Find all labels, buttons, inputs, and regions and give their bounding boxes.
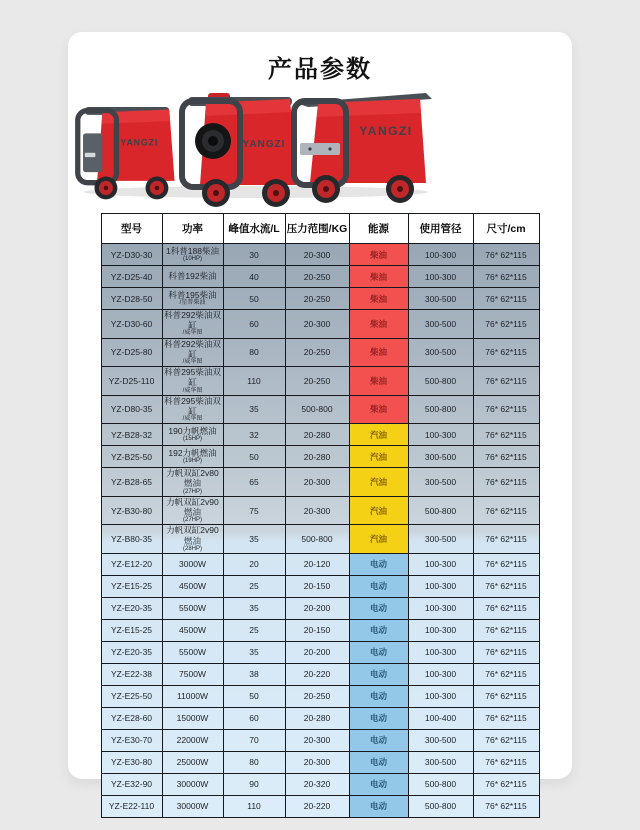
power-main: 25000W bbox=[176, 757, 209, 768]
cell-pressure: 20-300 bbox=[285, 496, 349, 525]
power-main: 科普195柴油 bbox=[168, 289, 217, 300]
cell-pressure: 20-220 bbox=[285, 663, 349, 685]
cell-power bbox=[162, 795, 223, 817]
cell-energy: 柴油 bbox=[349, 266, 408, 288]
column-header: 功率 bbox=[162, 214, 223, 244]
cell-size: 76* 62*115 bbox=[473, 707, 539, 729]
table-row bbox=[101, 395, 539, 424]
cell-flow: 30 bbox=[223, 244, 285, 266]
power-sub: (27HP) bbox=[182, 488, 202, 495]
cell-energy: 电动 bbox=[349, 795, 408, 817]
cell-power bbox=[162, 707, 223, 729]
power-main: 7500W bbox=[179, 669, 206, 680]
cell-energy: 柴油 bbox=[349, 288, 408, 310]
cell-pipe: 100-300 bbox=[408, 663, 473, 685]
cell-power bbox=[162, 773, 223, 795]
table-row bbox=[101, 663, 539, 685]
cell-pressure: 20-280 bbox=[285, 446, 349, 468]
column-header: 峰值水流/L bbox=[223, 214, 285, 244]
table-row bbox=[101, 795, 539, 817]
cell-energy: 电动 bbox=[349, 663, 408, 685]
cell-flow: 32 bbox=[223, 424, 285, 446]
cell-power bbox=[162, 619, 223, 641]
cell-size: 76* 62*115 bbox=[473, 597, 539, 619]
cell-flow: 35 bbox=[223, 395, 285, 424]
cell-energy: 汽油 bbox=[349, 468, 408, 497]
power-main: 科普292柴油双缸 bbox=[164, 338, 221, 359]
column-header: 使用管径 bbox=[408, 214, 473, 244]
cell-flow: 80 bbox=[223, 338, 285, 367]
cell-pipe: 100-300 bbox=[408, 597, 473, 619]
cell-model: YZ-E20-35 bbox=[101, 641, 162, 663]
power-main: 5500W bbox=[179, 603, 206, 614]
page-title: 产品参数 bbox=[268, 56, 372, 83]
cell-pipe: 300-500 bbox=[408, 446, 473, 468]
cell-model: YZ-D25-110 bbox=[101, 367, 162, 396]
cell-model: YZ-E30-80 bbox=[101, 751, 162, 773]
cell-flow: 60 bbox=[223, 310, 285, 339]
table-row bbox=[101, 496, 539, 525]
table-row bbox=[101, 641, 539, 663]
cell-pipe: 300-500 bbox=[408, 338, 473, 367]
power-main: 科普295柴油双缸 bbox=[164, 395, 221, 416]
cell-power bbox=[162, 525, 223, 554]
power-sub: (28HP) bbox=[182, 545, 202, 552]
cell-pressure: 20-250 bbox=[285, 685, 349, 707]
cell-pressure: 20-320 bbox=[285, 773, 349, 795]
cell-size: 76* 62*115 bbox=[473, 751, 539, 773]
cell-power bbox=[162, 288, 223, 310]
cell-size: 76* 62*115 bbox=[473, 641, 539, 663]
cell-energy: 柴油 bbox=[349, 395, 408, 424]
cell-size: 76* 62*115 bbox=[473, 288, 539, 310]
cell-flow: 90 bbox=[223, 773, 285, 795]
cell-energy: 汽油 bbox=[349, 446, 408, 468]
cell-flow: 25 bbox=[223, 619, 285, 641]
power-main: 22000W bbox=[176, 735, 209, 746]
cell-pressure: 500-800 bbox=[285, 395, 349, 424]
cell-flow: 65 bbox=[223, 468, 285, 497]
power-main: 科普192柴油 bbox=[168, 271, 217, 282]
cell-size: 76* 62*115 bbox=[473, 729, 539, 751]
cell-model: YZ-D30-60 bbox=[101, 310, 162, 339]
power-sub: (10HP) bbox=[182, 256, 202, 262]
cell-pressure: 20-250 bbox=[285, 288, 349, 310]
cell-power bbox=[162, 446, 223, 468]
power-sub: /威华图 bbox=[182, 416, 203, 423]
cell-size: 76* 62*115 bbox=[473, 575, 539, 597]
cell-flow: 35 bbox=[223, 597, 285, 619]
cell-pressure: 20-200 bbox=[285, 597, 349, 619]
cell-model: YZ-D80-35 bbox=[101, 395, 162, 424]
table-row bbox=[101, 597, 539, 619]
cell-power bbox=[162, 468, 223, 497]
cell-size: 76* 62*115 bbox=[473, 367, 539, 396]
table-row bbox=[101, 729, 539, 751]
cell-model: YZ-B25-50 bbox=[101, 446, 162, 468]
cell-flow: 35 bbox=[223, 641, 285, 663]
power-sub: (19HP) bbox=[182, 458, 202, 465]
power-main: 30000W bbox=[176, 779, 209, 790]
cell-energy: 电动 bbox=[349, 751, 408, 773]
table-row bbox=[101, 525, 539, 554]
cell-model: YZ-E15-25 bbox=[101, 619, 162, 641]
cell-energy: 电动 bbox=[349, 685, 408, 707]
table-row bbox=[101, 266, 539, 288]
cell-size: 76* 62*115 bbox=[473, 395, 539, 424]
cell-model: YZ-E15-25 bbox=[101, 575, 162, 597]
power-main: 30000W bbox=[176, 801, 209, 812]
cell-pressure: 20-250 bbox=[285, 266, 349, 288]
cell-size: 76* 62*115 bbox=[473, 424, 539, 446]
table-row bbox=[101, 288, 539, 310]
cell-power bbox=[162, 685, 223, 707]
cell-flow: 50 bbox=[223, 288, 285, 310]
cell-model: YZ-D30-30 bbox=[101, 244, 162, 266]
cell-size: 76* 62*115 bbox=[473, 525, 539, 554]
cell-flow: 70 bbox=[223, 729, 285, 751]
cell-pipe: 500-800 bbox=[408, 367, 473, 396]
power-sub: /威华图 bbox=[182, 387, 203, 394]
cell-pressure: 20-300 bbox=[285, 310, 349, 339]
cell-pipe: 300-500 bbox=[408, 310, 473, 339]
cell-flow: 75 bbox=[223, 496, 285, 525]
cell-size: 76* 62*115 bbox=[473, 496, 539, 525]
cell-flow: 20 bbox=[223, 553, 285, 575]
power-sub: /威华图 bbox=[182, 358, 203, 365]
power-main: 力帆双缸2v80燃油 bbox=[166, 468, 219, 489]
power-main: 192力帆燃油 bbox=[168, 448, 217, 459]
cell-flow: 40 bbox=[223, 266, 285, 288]
table-row bbox=[101, 367, 539, 396]
cell-model: YZ-E22-110 bbox=[101, 795, 162, 817]
cell-flow: 35 bbox=[223, 525, 285, 554]
cell-energy: 汽油 bbox=[349, 525, 408, 554]
cell-pipe: 100-300 bbox=[408, 619, 473, 641]
cell-power bbox=[162, 641, 223, 663]
cell-model: YZ-B30-80 bbox=[101, 496, 162, 525]
cell-pipe: 100-300 bbox=[408, 685, 473, 707]
cell-model: YZ-E12-20 bbox=[101, 553, 162, 575]
cell-energy: 电动 bbox=[349, 619, 408, 641]
cell-pressure: 20-280 bbox=[285, 707, 349, 729]
table-row bbox=[101, 424, 539, 446]
cell-model: YZ-E30-70 bbox=[101, 729, 162, 751]
cell-energy: 电动 bbox=[349, 641, 408, 663]
cell-energy: 电动 bbox=[349, 707, 408, 729]
cell-flow: 80 bbox=[223, 751, 285, 773]
cell-pressure: 20-120 bbox=[285, 553, 349, 575]
column-header: 能源 bbox=[349, 214, 408, 244]
cell-energy: 电动 bbox=[349, 575, 408, 597]
cell-size: 76* 62*115 bbox=[473, 244, 539, 266]
cell-power bbox=[162, 575, 223, 597]
cell-pressure: 20-300 bbox=[285, 729, 349, 751]
cell-flow: 25 bbox=[223, 575, 285, 597]
cell-pressure: 20-300 bbox=[285, 751, 349, 773]
power-main: 3000W bbox=[179, 559, 206, 570]
cell-model: YZ-D28-50 bbox=[101, 288, 162, 310]
cell-pipe: 300-500 bbox=[408, 288, 473, 310]
cell-power bbox=[162, 496, 223, 525]
table-body bbox=[101, 244, 539, 818]
cell-model: YZ-E20-35 bbox=[101, 597, 162, 619]
cell-size: 76* 62*115 bbox=[473, 553, 539, 575]
spec-table bbox=[101, 213, 540, 818]
cell-energy: 电动 bbox=[349, 597, 408, 619]
cell-energy: 柴油 bbox=[349, 310, 408, 339]
cell-energy: 汽油 bbox=[349, 424, 408, 446]
cell-size: 76* 62*115 bbox=[473, 266, 539, 288]
cell-flow: 50 bbox=[223, 685, 285, 707]
table-row bbox=[101, 553, 539, 575]
brand-text: YANGZI bbox=[359, 124, 413, 138]
cell-energy: 柴油 bbox=[349, 244, 408, 266]
cell-model: YZ-E28-60 bbox=[101, 707, 162, 729]
cell-flow: 38 bbox=[223, 663, 285, 685]
table-row bbox=[101, 446, 539, 468]
cell-model: YZ-E32-90 bbox=[101, 773, 162, 795]
cell-size: 76* 62*115 bbox=[473, 619, 539, 641]
table-row bbox=[101, 685, 539, 707]
cell-pipe: 100-300 bbox=[408, 641, 473, 663]
cell-power bbox=[162, 597, 223, 619]
cell-pipe: 300-500 bbox=[408, 751, 473, 773]
power-sub: /星普柴油 bbox=[179, 300, 206, 306]
cell-model: YZ-B80-35 bbox=[101, 525, 162, 554]
power-main: 4500W bbox=[179, 581, 206, 592]
cell-model: YZ-D25-80 bbox=[101, 338, 162, 367]
cell-power bbox=[162, 338, 223, 367]
power-main: 15000W bbox=[176, 713, 209, 724]
cell-pipe: 500-800 bbox=[408, 773, 473, 795]
cell-power bbox=[162, 310, 223, 339]
cell-size: 76* 62*115 bbox=[473, 795, 539, 817]
cell-power bbox=[162, 553, 223, 575]
power-main: 4500W bbox=[179, 625, 206, 636]
column-header: 压力范围/KG bbox=[285, 214, 349, 244]
cell-power bbox=[162, 751, 223, 773]
power-main: 11000W bbox=[176, 691, 209, 702]
cell-model: YZ-B28-32 bbox=[101, 424, 162, 446]
cell-flow: 60 bbox=[223, 707, 285, 729]
table-row bbox=[101, 773, 539, 795]
product-image bbox=[68, 89, 436, 201]
cell-size: 76* 62*115 bbox=[473, 685, 539, 707]
cell-energy: 电动 bbox=[349, 729, 408, 751]
cell-energy: 柴油 bbox=[349, 367, 408, 396]
cell-pipe: 300-500 bbox=[408, 525, 473, 554]
cell-pipe: 500-800 bbox=[408, 496, 473, 525]
cell-size: 76* 62*115 bbox=[473, 773, 539, 795]
table-row bbox=[101, 310, 539, 339]
cell-flow: 50 bbox=[223, 446, 285, 468]
brand-text: YANGZI bbox=[242, 139, 286, 150]
cell-model: YZ-D25-40 bbox=[101, 266, 162, 288]
cell-model: YZ-B28-65 bbox=[101, 468, 162, 497]
cell-pipe: 100-300 bbox=[408, 424, 473, 446]
cell-pressure: 20-150 bbox=[285, 619, 349, 641]
cell-pressure: 500-800 bbox=[285, 525, 349, 554]
cell-pipe: 100-300 bbox=[408, 575, 473, 597]
table-row bbox=[101, 707, 539, 729]
table-row bbox=[101, 244, 539, 266]
cell-energy: 电动 bbox=[349, 553, 408, 575]
cell-energy: 电动 bbox=[349, 773, 408, 795]
cell-size: 76* 62*115 bbox=[473, 663, 539, 685]
cell-pipe: 500-800 bbox=[408, 795, 473, 817]
cell-power bbox=[162, 424, 223, 446]
cell-pressure: 20-300 bbox=[285, 468, 349, 497]
cell-flow: 110 bbox=[223, 795, 285, 817]
power-main: 科普295柴油双缸 bbox=[164, 367, 221, 388]
power-main: 科普292柴油双缸 bbox=[164, 310, 221, 331]
cell-flow: 110 bbox=[223, 367, 285, 396]
cell-power bbox=[162, 244, 223, 266]
cell-size: 76* 62*115 bbox=[473, 446, 539, 468]
power-main: 力帆双缸2v90燃油 bbox=[166, 496, 219, 517]
cell-power bbox=[162, 395, 223, 424]
cell-size: 76* 62*115 bbox=[473, 338, 539, 367]
cell-pipe: 100-300 bbox=[408, 266, 473, 288]
cell-energy: 汽油 bbox=[349, 496, 408, 525]
cell-size: 76* 62*115 bbox=[473, 468, 539, 497]
table-header-row bbox=[101, 214, 539, 244]
power-main: 力帆双缸2v90燃油 bbox=[166, 525, 219, 546]
cell-pressure: 20-250 bbox=[285, 367, 349, 396]
table-row bbox=[101, 468, 539, 497]
cell-model: YZ-E25-50 bbox=[101, 685, 162, 707]
cell-power bbox=[162, 367, 223, 396]
power-main: 5500W bbox=[179, 647, 206, 658]
pressure-washer-left bbox=[78, 107, 175, 199]
cell-pipe: 300-500 bbox=[408, 468, 473, 497]
cell-pressure: 20-300 bbox=[285, 244, 349, 266]
table-row bbox=[101, 575, 539, 597]
power-main: 190力帆燃油 bbox=[168, 426, 217, 437]
power-sub: (27HP) bbox=[182, 517, 202, 524]
table-row bbox=[101, 751, 539, 773]
cell-pipe: 100-400 bbox=[408, 707, 473, 729]
cell-pressure: 20-220 bbox=[285, 795, 349, 817]
table-row bbox=[101, 619, 539, 641]
product-spec-card bbox=[68, 32, 572, 812]
cell-pressure: 20-200 bbox=[285, 641, 349, 663]
cell-power bbox=[162, 729, 223, 751]
cell-pressure: 20-280 bbox=[285, 424, 349, 446]
power-sub: (15HP) bbox=[182, 436, 202, 443]
cell-pipe: 300-500 bbox=[408, 729, 473, 751]
power-sub: /威华图 bbox=[182, 330, 203, 337]
cell-pressure: 20-250 bbox=[285, 338, 349, 367]
cell-pipe: 500-800 bbox=[408, 395, 473, 424]
column-header: 型号 bbox=[101, 214, 162, 244]
ground-shadow bbox=[84, 186, 428, 198]
pressure-washer-right bbox=[294, 93, 432, 203]
table-row bbox=[101, 338, 539, 367]
cell-pipe: 100-300 bbox=[408, 553, 473, 575]
cell-size: 76* 62*115 bbox=[473, 310, 539, 339]
power-main: 1科普188柴油 bbox=[166, 245, 219, 256]
column-header: 尺寸/cm bbox=[473, 214, 539, 244]
cell-pressure: 20-150 bbox=[285, 575, 349, 597]
cell-energy: 柴油 bbox=[349, 338, 408, 367]
cell-power bbox=[162, 266, 223, 288]
brand-text: YANGZI bbox=[120, 137, 159, 148]
cell-model: YZ-E22-38 bbox=[101, 663, 162, 685]
cell-power bbox=[162, 663, 223, 685]
cell-pipe: 100-300 bbox=[408, 244, 473, 266]
